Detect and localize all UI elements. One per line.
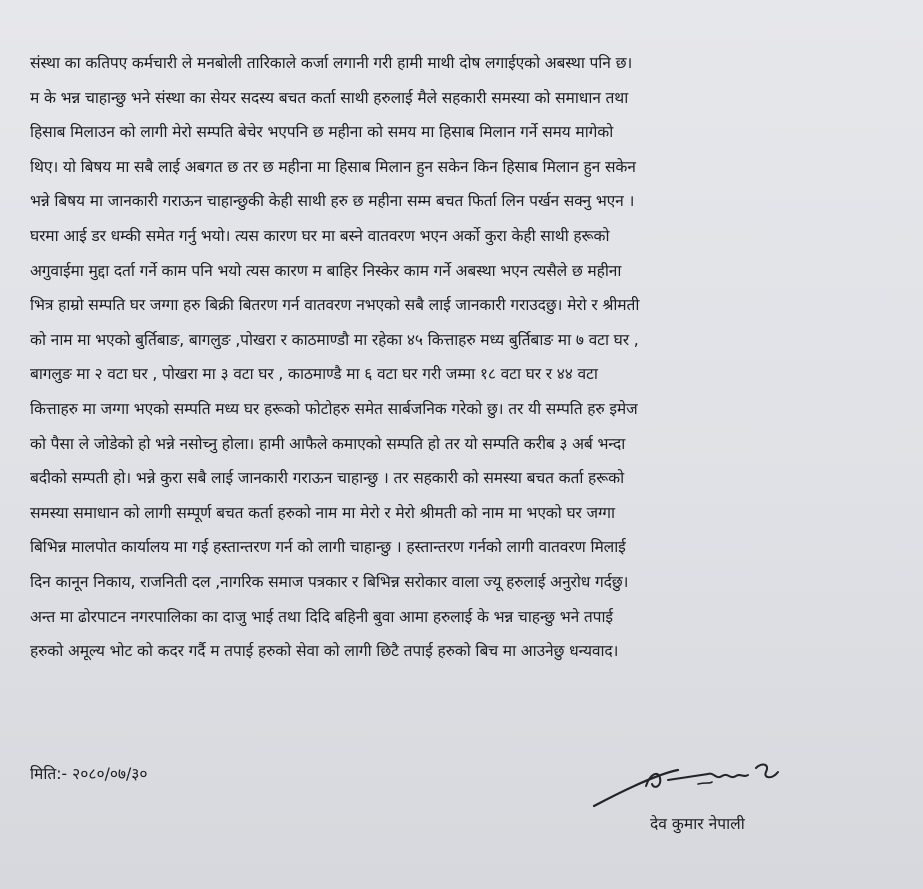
letter-line: अन्त मा ढोरपाटन नगरपालिका का दाजु भाई तथा दिदि बहिनी बुवा आमा हरुलाई के भन्न चाहन्छु भने तपाई [30, 607, 613, 626]
letter-line: अगुवाईमा मुद्दा दर्ता गर्ने काम पनि भयो त्यस कारण म बाहिर निस्केर काम गर्ने अबस्था भएन त्यसैले छ महीना [30, 261, 622, 280]
letter-line: हरुको अमूल्य भोट को कदर गर्दै म तपाई हरुको सेवा को लागी छिटै तपाई हरुको बिच मा आउनेछु धन्यवाद। [30, 642, 619, 661]
signer-name: देव कुमार नेपाली [650, 815, 745, 833]
letter-line: को नाम मा भएको बुर्तिबाङ, बागलुङ ,पोखरा र काठमाण्डौ मा रहेका ४५ कित्ताहरु मध्य बुर्तिबाङ मा ७ वटा घर , [30, 330, 639, 349]
letter-line: कित्ताहरु मा जग्गा भएको सम्पति मध्य घर हरूको फोटोहरु समेत सार्बजनिक गरेको छु। तर यी सम्पति हरु इमेज [30, 399, 638, 418]
letter-line: म के भन्न चाहान्छु भने संस्था का सेयर सदस्य बचत कर्ता साथी हरुलाई मैले सहकारी समस्या को समाधान तथा [30, 88, 629, 107]
letter-line: समस्या समाधान को लागी सम्पूर्ण बचत कर्ता हरुको नाम मा मेरो र मेरो श्रीमती को नाम मा भएको घर जग्गा [30, 503, 615, 522]
letter-line: को पैसा ले जोडेको हो भन्ने नसोच्नु होला। हामी आफैले कमाएको सम्पति हो तर यो सम्पति करीब ३ अर्ब भन्दा [30, 434, 626, 453]
letter-line: भित्र हाम्रो सम्पति घर जग्गा हरु बिक्री बितरण गर्न वातवरण नभएको सबै लाई जानकारी गराउदछु। मेरो र श्रीमती [30, 296, 640, 315]
letter-line: दिन कानून निकाय, राजनिती दल ,नागरिक समाज पत्रकार र बिभिन्न सरोकार वाला ज्यू हरुलाई अनुरोध गर्दछु। [30, 572, 629, 591]
letter-line: संस्था का कतिपए कर्मचारी ले मनबोली तारिकाले कर्जा लगानी गरी हामी माथी दोष लगाईएको अबस्था पनि छ। [30, 54, 633, 72]
letter-date: मिति:- २०८०/०७/३० [30, 765, 148, 783]
letter-line: थिए। यो बिषय मा सबै लाई अबगत छ तर छ महीना मा हिसाब मिलान हुन सकेन किन हिसाब मिलान हुन सकेन [30, 157, 636, 176]
letter-line: बागलुङ मा २ वटा घर , पोखरा मा ३ वटा घर , काठमाण्डै मा ६ वटा घर गरी जम्मा १८ वटा घर र ४४ वटा [30, 365, 598, 384]
letter-line: हिसाब मिलाउन को लागी मेरो सम्पति बेचेर भएपनि छ महीना को समय मा हिसाब मिलान गर्ने समय मागेको [30, 123, 614, 142]
handwritten-signature [588, 754, 788, 814]
letter-line: बिभिन्न मालपोत कार्यालय मा गई हस्तान्तरण गर्न को लागी चाहान्छु । हस्तान्तरण गर्नको लागी वातवरण मिलाई [30, 538, 626, 557]
letter-line: घरमा आई डर धम्की समेत गर्नु भयो। त्यस कारण घर मा बस्ने वातवरण भएन अर्को कुरा केही साथी हरूको [30, 226, 610, 245]
letter-line: बदीको सम्पती हो। भन्ने कुरा सबै लाई जानकारी गराऊन चाहान्छु । तर सहकारी को समस्या बचत कर्ता हरूको [30, 469, 624, 488]
letter-body [30, 46, 902, 669]
letter-line: भन्ने बिषय मा जानकारी गराऊन चाहान्छुकी केही साथी हरु छ महीना सम्म बचत फिर्ता लिन पर्खन सक्नु भएन । [30, 192, 635, 211]
